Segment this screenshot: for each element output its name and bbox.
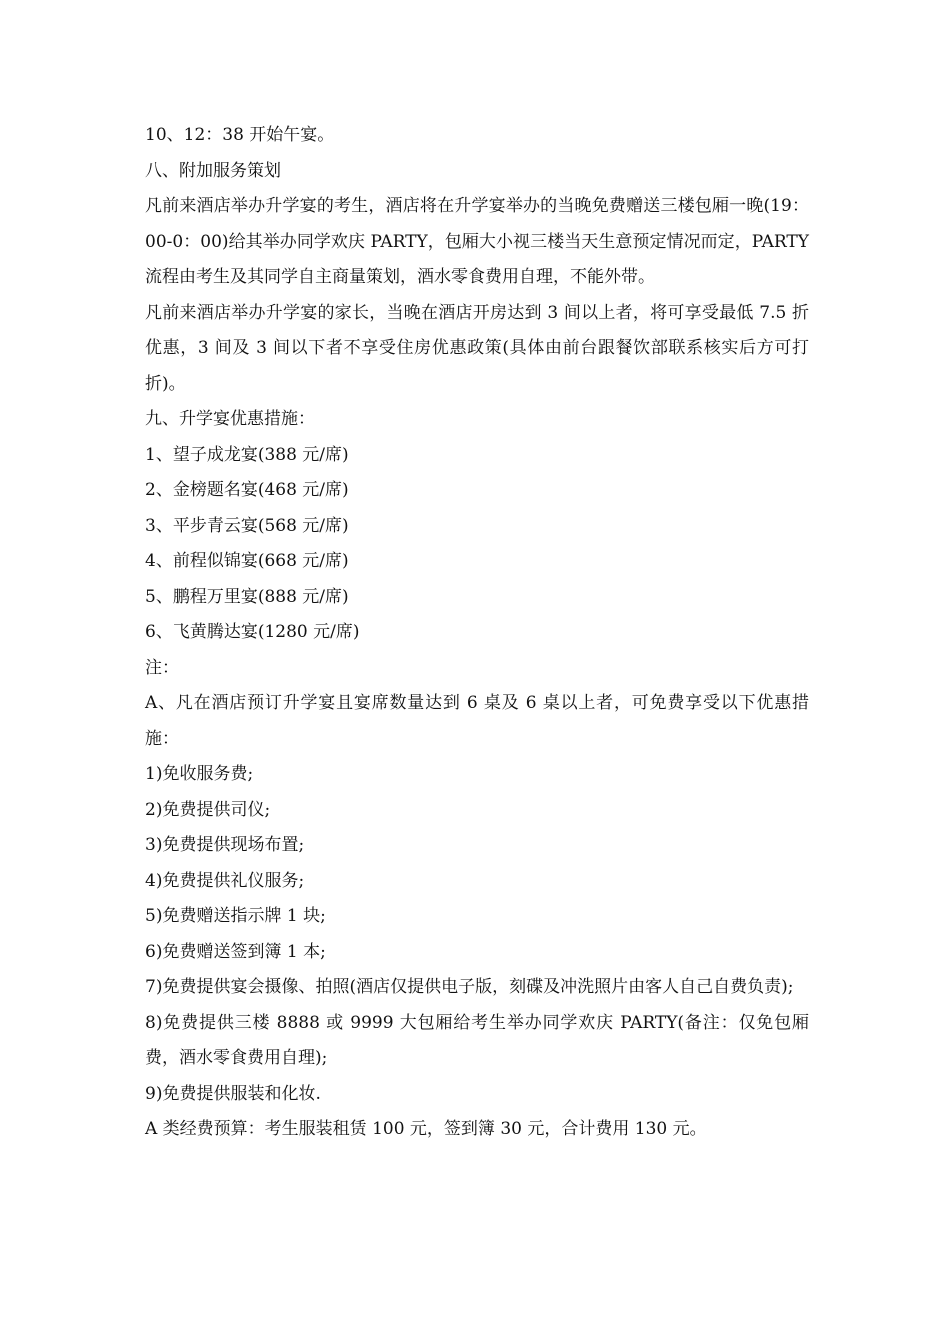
party-room-paragraph: 凡前来酒店举办升学宴的考生，酒店将在升学宴举办的当晚免费赠送三楼包厢一晚(19：00-0：00)给其举办同学欢庆 PARTY，包厢大小视三楼当天生意预定情况而定，PARTY 流程由考生及其同学自主商量策划，酒水零食费用自理，不能外带。 — [145, 196, 809, 287]
benefit-item: 6)免费赠送签到簿 1 本; — [145, 941, 326, 962]
benefit-item: 2)免费提供司仪; — [145, 799, 271, 820]
budget-line: A 类经费预算：考生服装租赁 100 元，签到簿 30 元，合计费用 130 元。 — [145, 1119, 707, 1139]
note-a-paragraph: A、凡在酒店预订升学宴且宴席数量达到 6 桌及 6 桌以上者，可免费享受以下优惠措施： — [145, 693, 809, 749]
note-label: 注： — [145, 657, 179, 678]
benefit-item: 7)免费提供宴会摄像、拍照(酒店仅提供电子版，刻碟及冲洗照片由客人自己自费负责); — [145, 977, 794, 997]
banquet-package-item: 1、望子成龙宴(388 元/席) — [145, 444, 349, 465]
benefit-item: 5)免费赠送指示牌 1 块; — [145, 906, 326, 926]
banquet-package-item: 2、金榜题名宴(468 元/席) — [145, 480, 349, 500]
benefit-item: 1)免收服务费; — [145, 764, 254, 784]
benefit-item: 8)免费提供三楼 8888 或 9999 大包厢给考生举办同学欢庆 PARTY(备注：仅免包厢费，酒水零食费用自理); — [145, 1012, 809, 1068]
room-discount-paragraph: 凡前来酒店举办升学宴的家长，当晚在酒店开房达到 3 间以上者，将可享受最低 7.5 折优惠，3 间及 3 间以下者不享受住房优惠政策(具体由前台跟餐饮部联系核实后方可打折)。 — [145, 302, 809, 394]
document-body — [145, 118, 809, 1148]
banquet-package-item: 4、前程似锦宴(668 元/席) — [145, 551, 349, 571]
benefit-item: 9)免费提供服装和化妆. — [145, 1083, 321, 1104]
benefit-item: 3)免费提供现场布置; — [145, 835, 305, 855]
benefit-item: 4)免费提供礼仪服务; — [145, 870, 305, 891]
section-heading-additional-services: 八、附加服务策划 — [145, 160, 281, 181]
banquet-package-item: 3、平步青云宴(568 元/席) — [145, 515, 349, 536]
banquet-package-item: 5、鹏程万里宴(888 元/席) — [145, 586, 349, 607]
lunch-time-line: 10、12：38 开始午宴。 — [145, 125, 335, 145]
section-heading-promotions: 九、升学宴优惠措施： — [145, 409, 315, 429]
banquet-package-item: 6、飞黄腾达宴(1280 元/席) — [145, 622, 360, 642]
